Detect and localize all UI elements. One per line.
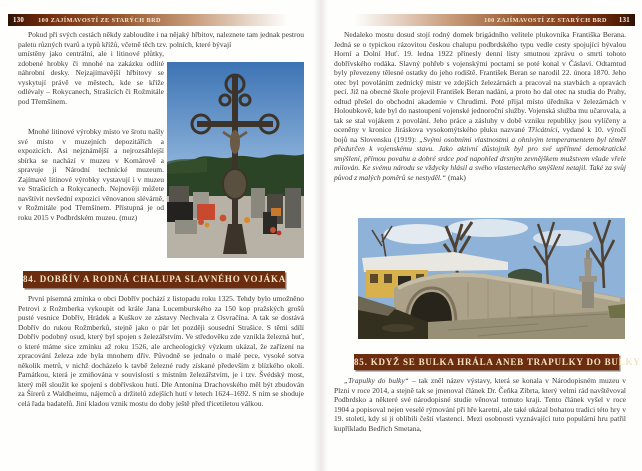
beran-chronicle-title: Třicátníci (528, 125, 558, 134)
beran-credit: (mak) (446, 172, 466, 182)
bulky-text: – tak zněl název výstavy, která se konala v Národopisném muzeu v Plzni v roce 2014, a stejně tak se jmenoval článek Dr. Čeňka Zíbrta, který velmi rád navštěvoval Podbrdsko a některé své národopisné studie věnoval tomuto kraji. Tento článek vyšel v roce 1904 a popisoval nejen veselé rýmování při hře karetní, ale také ukázal bohatou tradici této hry v 19. století, kdy si ji oblíbili čeští vlastenci. Mezi osobnosti vyznávající tuto populární hru patřil kupříkladu Bedřich Smetana, (334, 376, 626, 433)
page-spine-shadow (314, 0, 328, 471)
section-84-body: První písemná zmínka o obci Dobřív pochází z listopadu roku 1325. Tehdy bylo umožněno Petrovi z Rožmberka vykoupit od krále Jana Lucemburského za 150 kop pražských grošů pusté vesnice Dobřív, Hrádek a Kuškov ze zástavy Nechvala z Osvračína. A tak se dostává Dobřív do rukou Rožmberků, stejně jako o pár let později sousední Strašice. S těmi sdílí Dobřív podobný osud, který byl spojen s železářstvím. Ve středověku zde vznikla železná huť, o které máme sice zmínku až roku 1526, ale archeologický výzkum ukázal, že zařízení na zpracování železa zde byla mnohem dřív. Původně se jednalo o malé pece, vysoké sotva několik metrů, v nichž docházelo k tavbě železné rudy získané především z blízkého okolí. Památkou, která je zmiňována v souvislosti s místním železářstvím, je i tzv. Švédský most, který měl sloužit ke spojení s dobřívskou hutí. Dle Antonína Drachovského měl být zbudován za Šírerů z Waldheimu, nájemců a držitelů zdejších hutí v letech 1624–1692. S ním se shoduje celá řada badatelů. Jiní kladou vznik mostu do doby ještě před třicetiletou válkou. (18, 294, 304, 408)
right-page-number: 131 (618, 16, 630, 24)
cemetery-intro-column: umístěny jako centrální, ale i litinové plůtky, zdobené hrobky či mnohé na zakázku odlité náhrobní desky. Nejzajímavější hřbitovy se vyskytují právě ve městech, kde se kříže odlévaly – Rokycanech, Strašicích či Rožmitále pod Třemšínem. (18, 49, 164, 106)
left-running-header (8, 14, 312, 26)
beran-paragraph (334, 30, 626, 182)
right-running-header (330, 14, 635, 26)
section-85-body (334, 376, 626, 433)
left-header-title: 100 ZAJÍMAVOSTÍ ZE STARÝCH BRD (38, 16, 161, 24)
section-84-heading: 84. DOBŘÍV A RODNÁ CHALUPA SLAVNÉHO VOJÁKA (23, 271, 285, 288)
cemetery-cross-photo (167, 62, 304, 258)
beran-text-1: Nedaleko mostu dosud stojí rodný domek brigádního velitele plukovníka Františka Berana. Jedná se o typickou rázovitou českou chalupu podbrdského typu vedle cesty spojující bývalou Horní a Dolní Huť. 19. ledna 1922 přinesly denní listy smutnou zprávu o smrti tohoto dobřívského rodáka. Slavný pohřeb s vojenskými poctami se poté konal v Čáslavi. Odtamtud byly převezeny tělesné ostatky do jeho rodiště. František Beran se narodil 22. února 1870. Jeho otec byl povoláním zednický mistr ve zdejších železárnách a pracoval na stavbách a opravách pecí. Již na obecné škole projevil František Beran nadání, a proto ho dal otec na studia do Prahy, odtud přešel do obchodní akademie v Chrudimi. Poté přijal místo úředníka v železárnách v Holoubkově, kde byl do nastoupení vojenské jednoroční služby. Vojenská služba mu učarovala, a tak se stal vojákem z povolání. Jeho práce a zásluhy v době vzniku republiky jsou vylíčeny a oceněny v kronice Jiráskova vysokomýtského pluku nazvané (334, 30, 626, 134)
bulky-exhibition-title: „Trapulky do bulky“ (344, 376, 409, 385)
left-page-number: 130 (13, 16, 25, 24)
museum-collections-paragraph: Mnohé litinové výrobky místo ve šrotu našly své místo v muzejních depozitářích a expozicích. Asi nejznámější a nejrozsáhlejší sbírka se nachází v muzeu v Komárově a spravuje ji Národní technické muzeum. Zajímavé litinové výrobky vystavují i v muzeu ve Strašicích a Rokycanech. Nejnověji můžete navštívit nevšední expozici věnovanou slévárně, v Rožmitále pod Třemšínem. Přístupná je od roku 2015 v Podbrdském muzeu. (muz) (18, 127, 164, 222)
section-85-heading: 85. KDYŽ SE BULKA HRÁLA ANEB TRAPULKY DO BULKY (354, 354, 619, 370)
stone-bridge-photo (358, 218, 625, 339)
right-header-title: 100 ZAJÍMAVOSTÍ ZE STARÝCH BRD (484, 16, 607, 24)
cemetery-intro-opening: Pokud při svých cestách někdy zabloudíte i na nějaký hřbitov, naleznete tam jednak pestrou paletu různých tvarů a typů křížů, včetně těch tzv. polních, které bývají (18, 30, 304, 49)
beran-quote: „Svými osobními vlastnostmi a ohnivým temperamentem byl téměř předurčen k vojenskému stavu. Jako aktivní důstojník byl pro své upřímné demokratické smýšlení, přímou povahu a dobré srdce pod napohled drsným zevnějškem mužstvem všude vřele milován. Ke svému národu se vždycky hlásil a svého vlasteneckého smýšlení netajil. Také za svůj původ z malých poměrů se nestyděl.“ (334, 134, 626, 182)
beran-text-2: , vydané k 10. výročí bojů na Slovensku (1919): (334, 125, 626, 144)
